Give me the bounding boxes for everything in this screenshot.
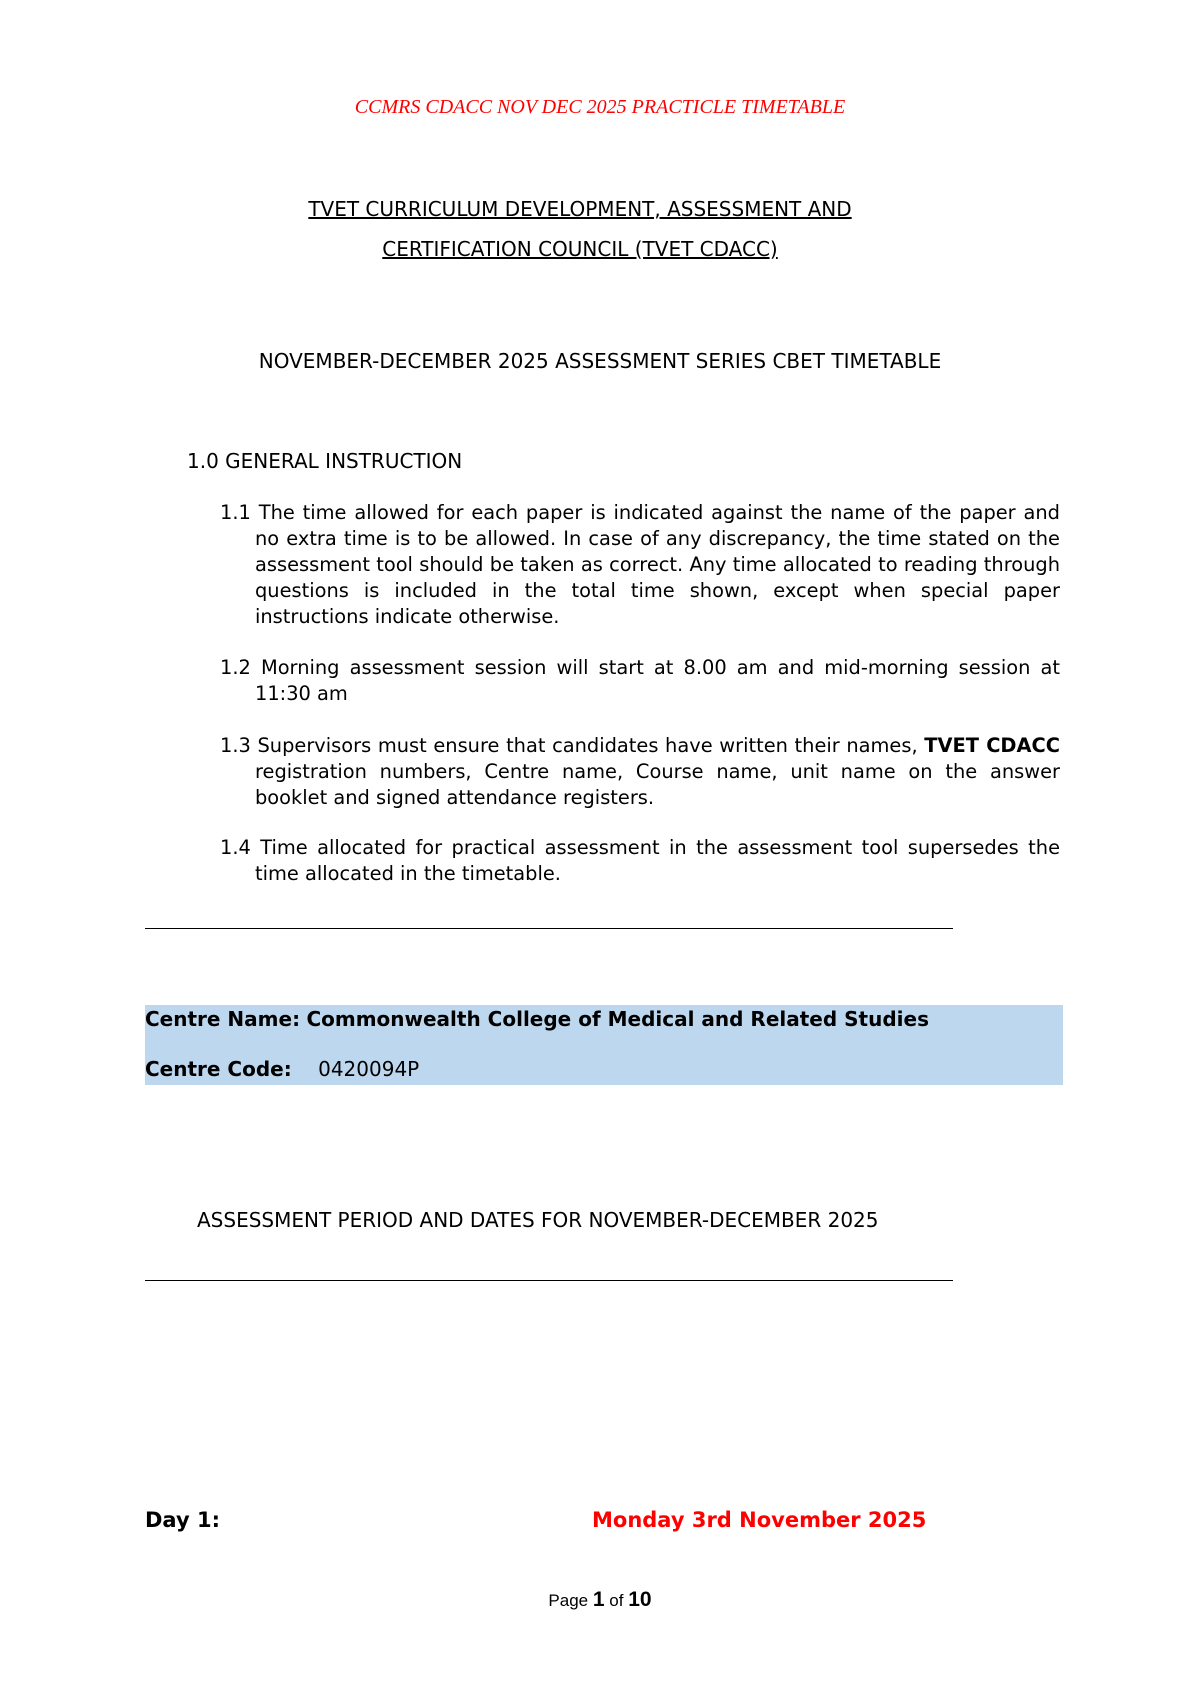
page-of-word: of	[609, 1591, 624, 1610]
instruction-item-1-1	[220, 500, 1060, 630]
instruction-number: 1.3	[220, 734, 251, 757]
instruction-number: 1.4	[220, 836, 251, 859]
page-current: 1	[592, 1588, 605, 1611]
centre-info-box	[145, 1005, 1063, 1085]
council-title-line-1: TVET CURRICULUM DEVELOPMENT, ASSESSMENT AND	[308, 197, 852, 221]
day-date: Monday 3rd November 2025	[592, 1508, 927, 1532]
day-label: Day 1:	[145, 1508, 220, 1532]
page-word: Page	[548, 1591, 589, 1610]
divider-bottom	[145, 1280, 953, 1281]
instruction-text: Morning assessment session will start at 8.00 am and mid-morning session at 11:30 am	[255, 656, 1060, 705]
instruction-text-after: registration numbers, Centre name, Course name, unit name on the answer booklet and signed attendance registers.	[255, 760, 1060, 809]
centre-name-value: Commonwealth College of Medical and Related Studies	[306, 1007, 929, 1031]
assessment-period-title: ASSESSMENT PERIOD AND DATES FOR NOVEMBER-DECEMBER 2025	[197, 1208, 879, 1232]
page-footer	[0, 1588, 1200, 1612]
general-instruction-heading: 1.0 GENERAL INSTRUCTION	[187, 449, 463, 473]
divider-top	[145, 928, 953, 929]
centre-code-row	[145, 1057, 419, 1081]
council-title-line-2: CERTIFICATION COUNCIL (TVET CDACC)	[382, 237, 778, 261]
centre-name-row	[145, 1007, 929, 1031]
instruction-item-1-2	[220, 655, 1060, 707]
centre-code-value: 0420094P	[318, 1057, 420, 1081]
series-title: NOVEMBER-DECEMBER 2025 ASSESSMENT SERIES CBET TIMETABLE	[258, 349, 942, 373]
instruction-text: Time allocated for practical assessment in the assessment tool supersedes the time allocated in the timetable.	[255, 836, 1060, 885]
instruction-bold-term: TVET CDACC	[924, 734, 1060, 757]
instruction-number: 1.1	[220, 501, 251, 524]
instruction-item-1-3	[220, 733, 1060, 811]
instruction-item-1-4	[220, 835, 1060, 887]
instruction-text: The time allowed for each paper is indicated against the name of the paper and no extra time is to be allowed. In case of any discrepancy, the time stated on the assessment tool should be taken as correct. Any time allocated to reading through questions is included in the total time shown, except when special paper instructions indicate otherwise.	[255, 501, 1060, 628]
instruction-number: 1.2	[220, 656, 251, 679]
centre-code-label: Centre Code:	[145, 1057, 292, 1081]
centre-name-label: Centre Name:	[145, 1007, 301, 1031]
page-total: 10	[628, 1588, 652, 1611]
running-header: CCMRS CDACC NOV DEC 2025 PRACTICLE TIMETABLE	[354, 96, 846, 118]
instruction-text-before: Supervisors must ensure that candidates have written their names,	[257, 734, 918, 757]
